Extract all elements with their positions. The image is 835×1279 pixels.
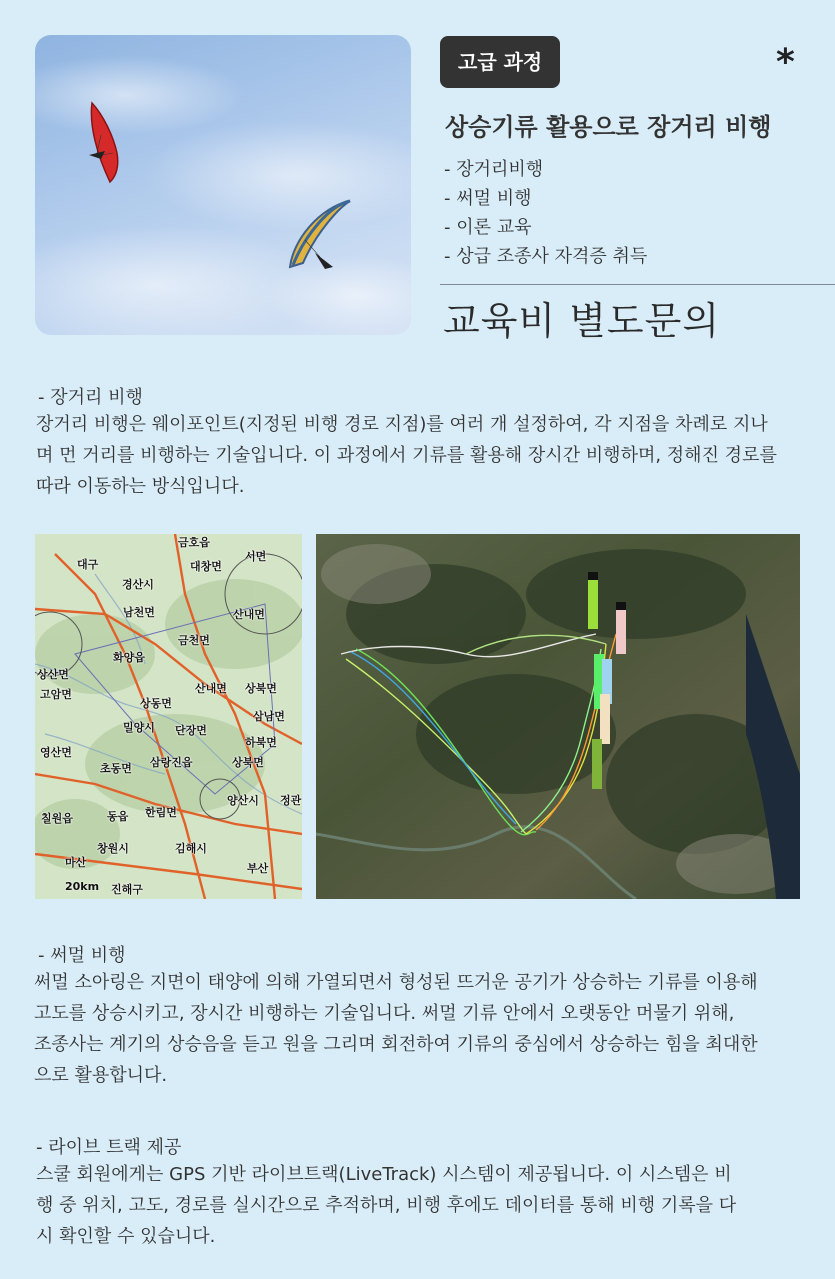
map-place-label: 서면 — [245, 550, 267, 563]
map-place-label: 하북면 — [245, 736, 277, 749]
flight-track-satellite-map — [316, 534, 800, 899]
course-level-badge: 고급 과정 — [440, 36, 560, 88]
livetrack-body — [36, 1159, 736, 1252]
body-line: 따라 이동하는 방식입니다. — [36, 476, 245, 497]
map-place-label: 삼남면 — [253, 710, 285, 723]
route-road-map — [35, 534, 302, 899]
body-line: 스쿨 회원에게는 GPS 기반 라이브트랙(LiveTrack) 시스템이 제공됩니다. 이 시스템은 비 — [36, 1164, 732, 1185]
map-place-label: 상동면 — [140, 697, 172, 710]
map-place-label: 금호읍 — [178, 536, 210, 549]
map-place-label: 경산시 — [122, 578, 154, 591]
map-place-label: 단장면 — [175, 724, 207, 737]
map-place-label: 금천면 — [178, 634, 210, 647]
thermal-heading: - 써멀 비행 — [38, 945, 126, 966]
map-place-label: 대창면 — [190, 560, 222, 573]
price-text: 교육비 별도문의 — [443, 299, 721, 343]
map-place-label: 대구 — [77, 558, 99, 571]
map-place-label: 상북면 — [245, 682, 277, 695]
map-place-label: 남천면 — [123, 606, 155, 619]
feature-item: - 이론 교육 — [444, 217, 532, 238]
map-place-label: 밀양시 — [123, 721, 155, 734]
body-line: 써멀 소아링은 지면이 태양에 의해 가열되면서 형성된 뜨거운 공기가 상승하는 기류를 이용해 — [34, 972, 758, 993]
map-place-label: 양산시 — [227, 794, 259, 807]
feature-list — [444, 155, 647, 271]
map-place-label: 창원시 — [97, 842, 129, 855]
body-line: 며 먼 거리를 비행하는 기술입니다. 이 과정에서 기류를 활용해 장시간 비행하며, 정해진 경로를 — [36, 445, 777, 466]
body-line: 시 확인할 수 있습니다. — [36, 1226, 216, 1247]
divider — [440, 284, 835, 285]
long-distance-heading: - 장거리 비행 — [38, 387, 143, 408]
long-distance-body — [36, 409, 777, 502]
map-place-label: 마산 — [65, 856, 87, 869]
map-place-label: 동읍 — [107, 810, 129, 823]
map-place-label: 김해시 — [175, 842, 207, 855]
map-place-label: 정관 — [280, 794, 302, 807]
body-line: 으로 활용합니다. — [34, 1065, 168, 1086]
feature-item: - 써멀 비행 — [444, 188, 532, 209]
map-place-label: 영산면 — [40, 746, 72, 759]
map-place-label: 화양읍 — [113, 651, 145, 664]
map-place-label: 한림면 — [145, 806, 177, 819]
map-place-label: 삼랑진읍 — [150, 756, 193, 769]
paragliders-photo — [35, 35, 411, 335]
map-place-label: 산내면 — [195, 682, 227, 695]
body-line: 행 중 위치, 고도, 경로를 실시간으로 추적하며, 비행 후에도 데이터를 통해 비행 기록을 다 — [36, 1195, 737, 1216]
map-place-label: 산내면 — [233, 608, 265, 621]
body-line: 고도를 상승시키고, 장시간 비행하는 기술입니다. 써멀 기류 안에서 오랫동안 머물기 위해, — [34, 1003, 735, 1024]
map-place-label: 고암면 — [40, 688, 72, 701]
livetrack-heading: - 라이브 트랙 제공 — [36, 1137, 182, 1158]
map-place-label: 부산 — [247, 862, 269, 875]
thermal-body — [34, 967, 758, 1091]
course-title: 상승기류 활용으로 장거리 비행 — [445, 113, 772, 141]
map-place-label: 상북면 — [232, 756, 264, 769]
body-line: 조종사는 계기의 상승음을 듣고 원을 그리며 회전하여 기류의 중심에서 상승하는 힘을 최대한 — [34, 1034, 758, 1055]
asterisk-icon: * — [776, 42, 795, 83]
map-place-label: 칠원읍 — [41, 812, 73, 825]
map-place-label: 초동면 — [100, 762, 132, 775]
feature-item: - 상급 조종사 자격증 취득 — [444, 246, 648, 267]
map-place-label: 상산면 — [37, 668, 69, 681]
map-place-label: 진해구 — [111, 883, 143, 896]
body-line: 장거리 비행은 웨이포인트(지정된 비행 경로 지점)를 여러 개 설정하여, 각 지점을 차례로 지나 — [36, 414, 768, 435]
feature-item: - 장거리비행 — [444, 159, 544, 180]
map-scale-label: 20km — [65, 880, 100, 893]
